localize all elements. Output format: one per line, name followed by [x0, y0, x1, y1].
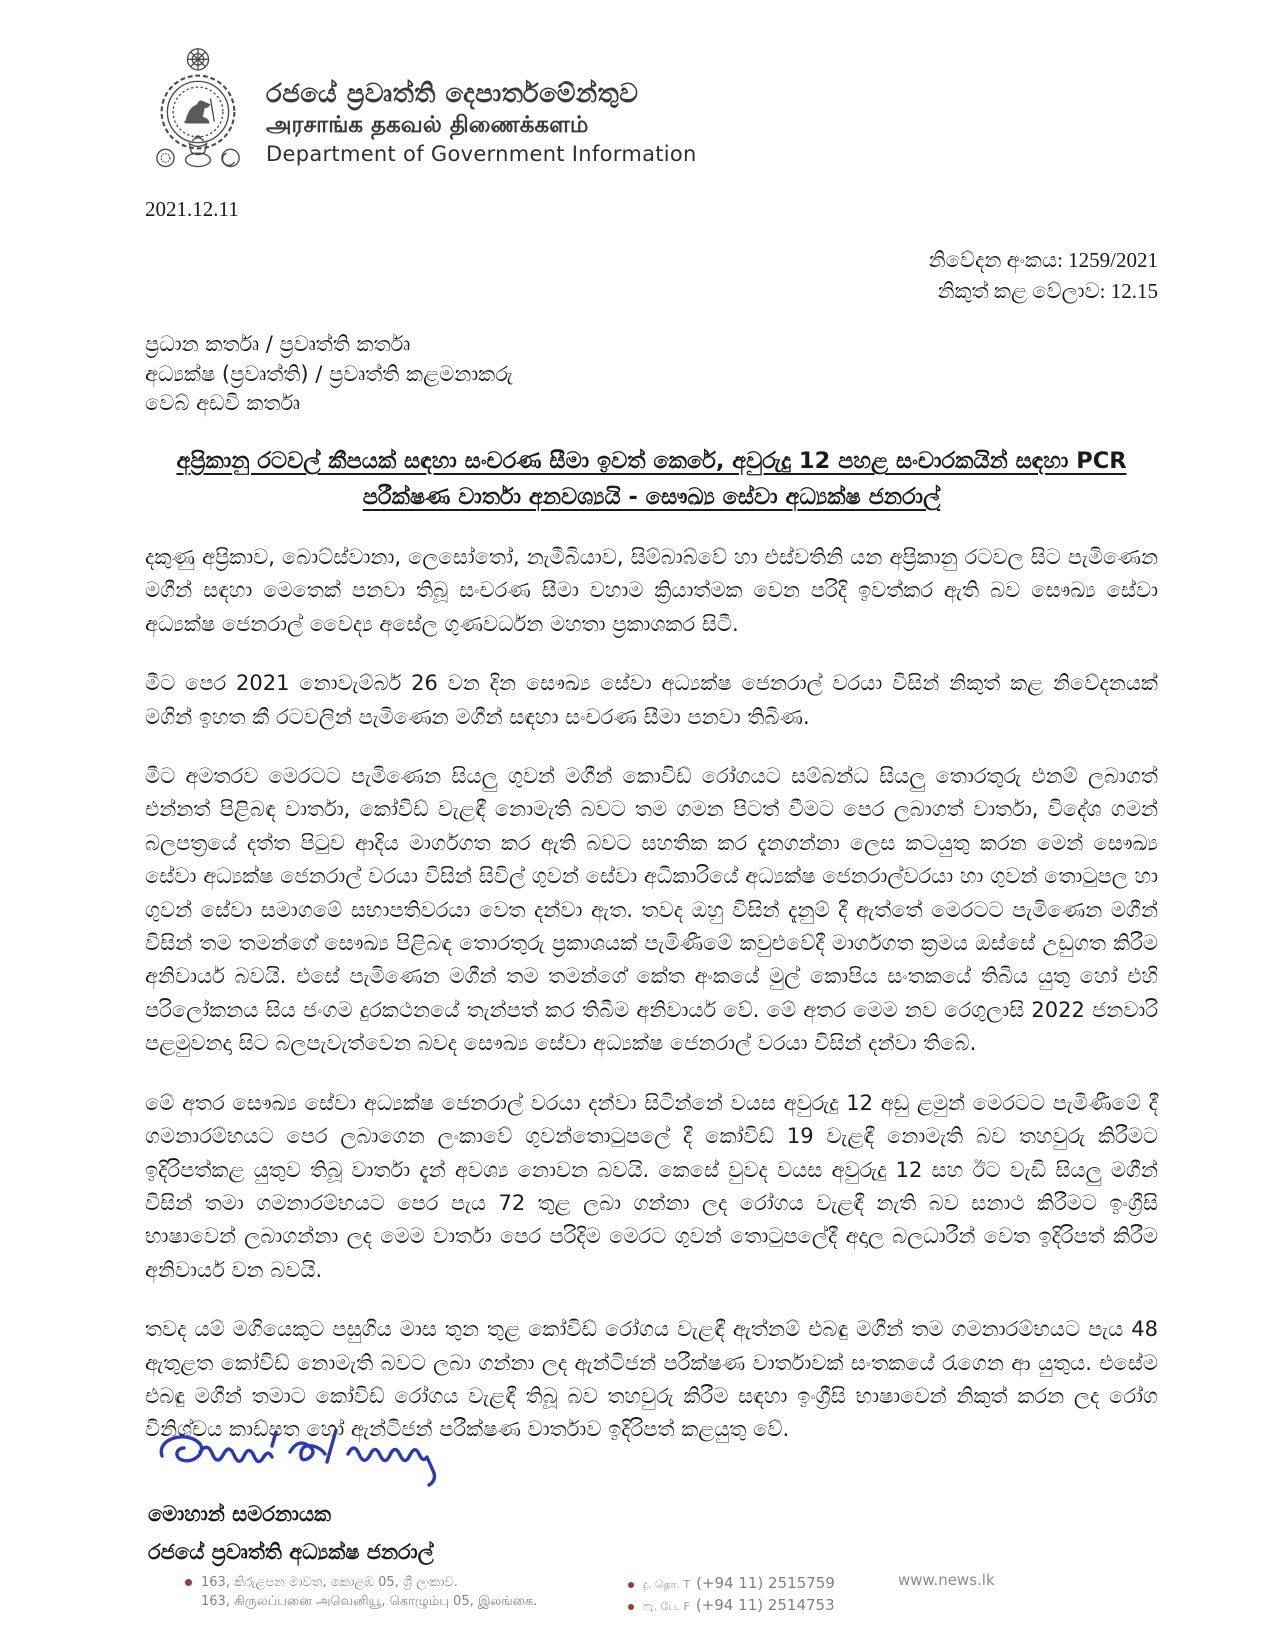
release-meta — [145, 245, 1158, 307]
signatory-name: මොහාන් සමරනායක — [148, 1502, 332, 1526]
body-paragraph-5: තවද යම් මගියෙකුට පසුගිය මාස තුන තුළ කෝවිඩ් රෝගය වැළඳී ඇත්නම් එබඳු මගීන් තම ගමනාරම්භයට පැය 48 ඇතුළත කෝවිඩ් නොමැති බවට ලබා ගන්නා ලද ඇන්ටිජන් පරීක්ෂණ වාර්තාවක් සංතකයේ රැගෙන ආ යුතුය. එසේම එබඳු මගීන් තමාට කෝවිඩ් රෝගය වැළඳී තිබූ බව තහවුරු කිරීම සඳහා ඉංග්‍රීසි භාෂාවෙන් නිකුත් කරන ලද රෝග විනිශ්චය කාඩ්පත හෝ ඇන්ටිජන් පරීක්ෂණ වාර්තාව ඉදිරිපත් කළයුතු වේ. — [145, 1317, 1158, 1442]
handwritten-signature-icon — [148, 1422, 498, 1500]
fax-number: (+94 11) 2514753 — [695, 1596, 835, 1614]
addressee-line: වෙබ් අඩවි කර්තෘ — [145, 391, 301, 415]
address-sinhala: 163, කිරුළපන මාවත, කොළඹ 05, ශ්‍රී ලංකාව. — [201, 1575, 458, 1590]
department-name-sinhala: රජයේ ප්‍රවෘත්ති දෙපාර්තමේන්තුව — [266, 79, 639, 109]
title-line-2: පරීක්ෂණ වාර්තා අනවශ්‍යයි - සෞඛ්‍ය සේවා අධ්‍යක්ෂ ජනරාල් — [362, 484, 941, 510]
body-paragraph-3: මීට අමතරව මෙරටට පැමිණෙන සියලු ගුවන් මගීන් කොවිඩ් රෝගයට සම්බන්ධ සියලු තොරතුරු එනම් ලබාගත් එන්නත් පිළිබඳ වාර්තා, කෝවිඩ් වැළඳී නොමැති බවට තම ගමන පිටත් වීමට පෙර ලබාගත් වාර්තා, විදේශ ගමන් බලපත්‍රයේ දත්ත පිටුව ආදිය මාර්ගගත කර ඇති බවට සහතික කර දැනගන්නා ලෙස කටයුතු කරන මෙන් සෞඛ්‍ය සේවා අධ්‍යක්ෂ ජෙනරාල් වරයා විසින් සිවිල් ගුවන් සේවා අධිකාරියේ අධ්‍යක්ෂ ජෙනරාල්වරයා හා ගුවන් තොටුපල හා ගුවන් සේවා සමාගමේ සභාපතිවරයා වෙත දන්වා ඇත. තවද ඔහු විසින් දැනුම් දී ඇත්තේ මෙරටට පැමිණෙන මගීන් විසින් තම තමන්ගේ සෞඛ්‍ය පිළිබඳ තොරතුරු ප්‍රකාශයක් පැමිණීමේ කවුළුවේදී මාර්ගගත ක්‍රමය ඔස්සේ උඩුගත කිරීම අනිවාර්ය බවයි. එසේ පැමිණෙන මගීන් තම තමන්ගේ කේත අංකයේ මුල් කොපිය සංතකයේ තිබිය යුතු හෝ එහි පරිලෝකනය සිය ජංගම දුරකථනයේ තැන්පත් කර තිබීම අනිවාර්ය වේ. මේ අතර මෙම නව රෙගුලාසි 2022 ජනවාරි පළමුවනදා සිට බලපැවැත්වෙන බවද සෞඛ්‍ය සේවා අධ්‍යක්ෂ ජෙනරාල් වරයා විසින් දන්වා තිබේ. — [145, 764, 1158, 1056]
release-number-line: නිවේදන අංකය: 1259/2021 — [928, 248, 1158, 272]
department-name-english: Department of Government Information — [266, 142, 697, 166]
footer-address — [185, 1573, 537, 1611]
address-tamil: 163, கிருலப்பனை அவெனியூ, கொழும்பு 05, இலங்கை. — [201, 1594, 538, 1609]
addressee-list — [145, 330, 513, 419]
addressee-line: අධ්‍යක්ෂ (ප්‍රවෘත්ති) / ප්‍රවෘත්ති කළමනාකරු — [145, 361, 513, 386]
title-line-1: අප්‍රිකානු රටවල් කීපයක් සඳහා සංචරණ සීමා ඉවත් කෙරේ, අවුරුදු 12 පහළ සංචාරකයින් සඳහා PCR — [176, 448, 1127, 474]
signatory-designation: රජයේ ප්‍රවෘත්ති අධ්‍යක්ෂ ජනරාල් — [148, 1540, 434, 1564]
letter-body — [145, 541, 1158, 1473]
body-paragraph-4: මේ අතර සෞඛ්‍ය සේවා අධ්‍යක්ෂ ජෙනරාල් වරයා දන්වා සිටින්නේ වයස අවුරුදු 12 අඩු ළමුන් මෙරටට පැමිණීමේ දී ගමනාරම්භයට පෙර ලබාගෙන ලංකාවේ ගුවන්තොටුපලේ දී කෝවිඩ් 19 වැළඳී නොමැති බව තහවුරු කිරීමට ඉදිරිපත්කළ යුතුව තිබූ වාර්තා දැන් අවශ්‍ය නොවන බවයි. කෙසේ වුවද වයස අවුරුදු 12 සහ ඊට වැඩි සියලු මගීන් විසින් තමා ගමනාරම්භයට පෙර පැය 72 තුළ ලබා ගන්නා ලද රෝගය වැළඳී නැති බව සනාථ කිරීමට ඉංග්‍රීසි භාෂාවෙන් ලබාගන්නා ලද මෙම වාර්තා පෙර පරිදිම මෙරට ගුවන් තොටුපලේදී අදාල බලධාරීන් වෙත ඉදිරිපත් කිරීම අනිවාර්ය වන බවයි. — [145, 1090, 1158, 1282]
fax-label: ෆැ. பே. F — [643, 1600, 690, 1613]
release-time-line: නිකුත් කළ වේලාව: 12.15 — [937, 279, 1158, 303]
address-bullet-icon — [185, 1579, 192, 1586]
footer-website: www.news.lk — [898, 1571, 995, 1589]
letterhead — [150, 45, 697, 179]
phone-number: (+94 11) 2515759 — [696, 1574, 835, 1592]
body-paragraph-1: දකුණු අප්‍රිකාව, බොට්ස්වානා, ලෙසෝතෝ, නැමීබියාව, සිම්බාබ්වේ හා එස්වතිනි යන අප්‍රිකානු රටවල සිට පැමිණෙන මගීන් සඳහා මෙතෙක් පනවා තිබූ සංචරණ සීමා වහාම ක්‍රියාත්මක වෙන පරිදි ඉවත්කර ඇති බව සෞඛ්‍ය සේවා අධ්‍යක්ෂ ජෙනරාල් වෛද්‍ය අසේල ගුණවර්ධන මහතා ප්‍රකාශකර සිටී. — [145, 545, 1158, 636]
press-release-title — [145, 443, 1158, 515]
phone-bullet-icon — [628, 1582, 634, 1588]
phone-label: දු. தொ. T — [643, 1578, 691, 1591]
signature-block — [148, 1422, 498, 1565]
footer-contacts — [628, 1573, 835, 1617]
sri-lanka-national-emblem-icon — [150, 45, 246, 179]
fax-bullet-icon — [628, 1604, 634, 1610]
addressee-line: ප්‍රධාන කර්තෘ / ප්‍රවෘත්ති කර්තෘ — [145, 332, 411, 356]
department-name-tamil: அரசாங்க தகவல் திணைக்களம் — [266, 112, 589, 138]
body-paragraph-2: මීට පෙර 2021 නොවැම්බර් 26 වන දින සෞඛ්‍ය සේවා අධ්‍යක්ෂ ජෙනරාල් වරයා විසින් නිකුත් කළ නිවේදනයක් මගින් ඉහත කී රටවලින් පැමිණෙන මගීන් සඳහා සංචරණ සීමා පනවා තිබිණ. — [145, 671, 1158, 729]
department-names — [266, 45, 697, 179]
letterhead-footer — [0, 1565, 1275, 1645]
letter-date: 2021.12.11 — [145, 197, 239, 221]
